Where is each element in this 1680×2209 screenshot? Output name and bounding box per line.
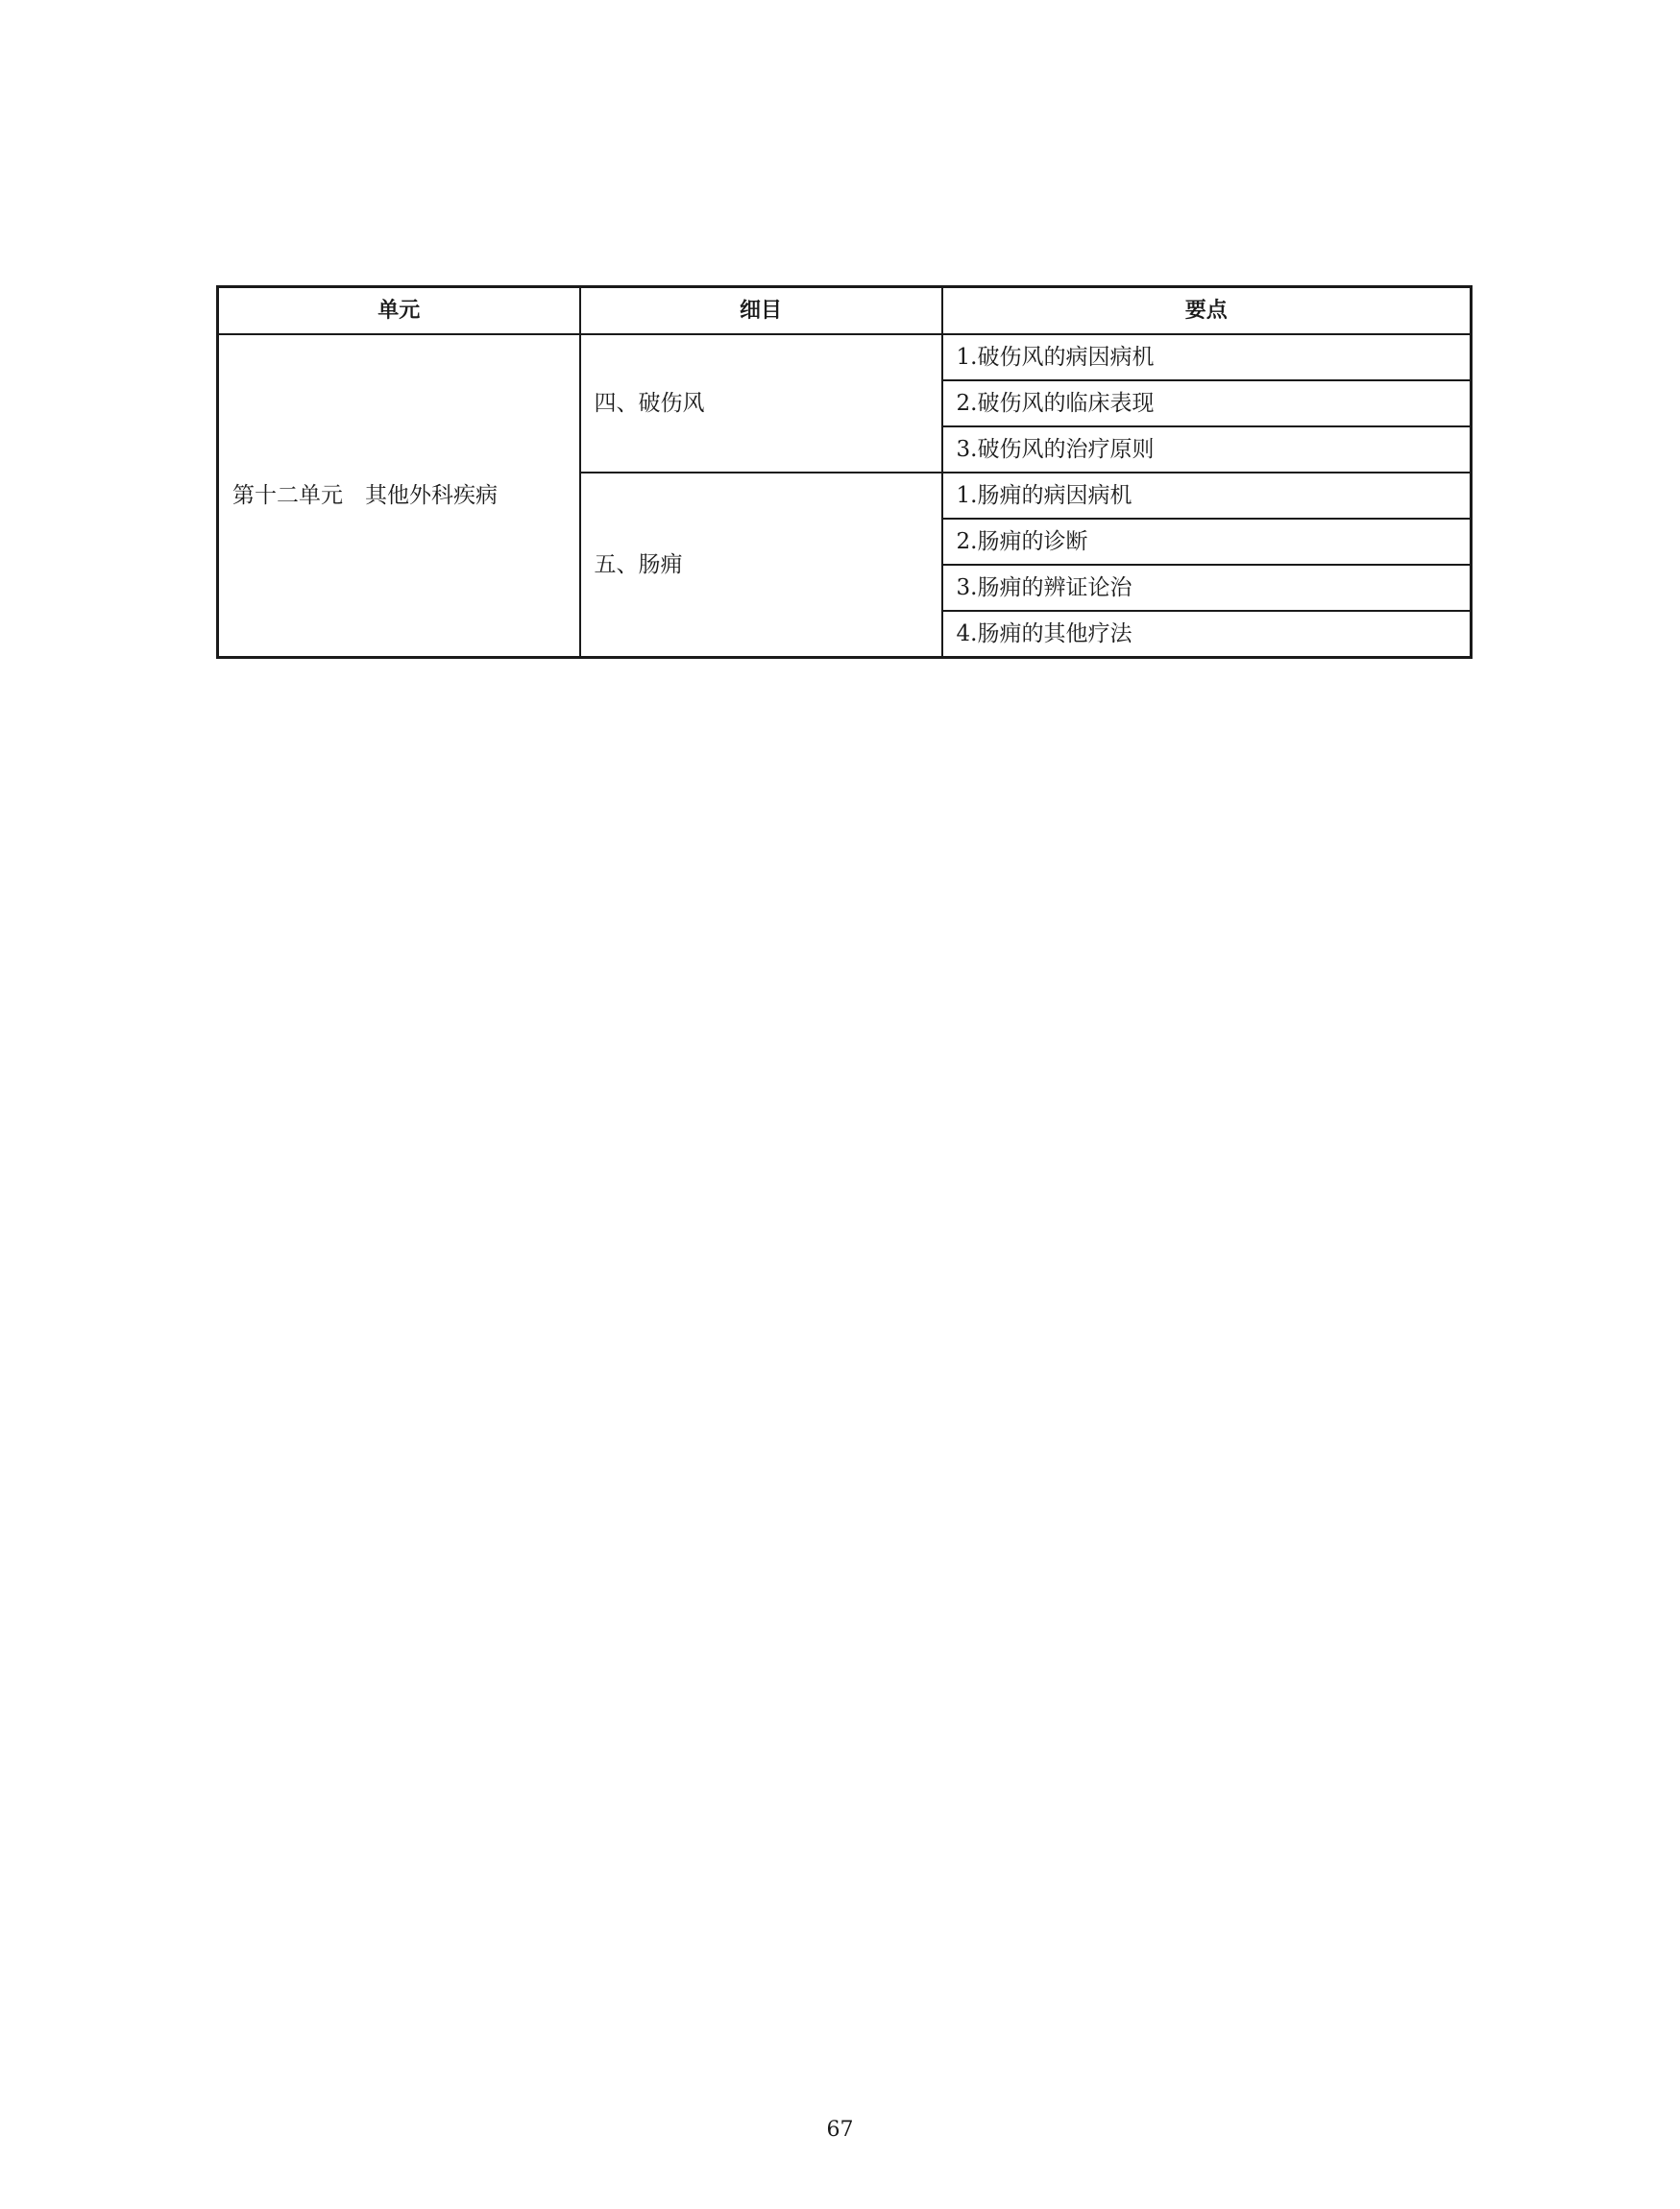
point-cell: 2.破伤风的临床表现 [942,380,1472,426]
header-unit: 单元 [218,287,580,335]
point-cell: 3.破伤风的治疗原则 [942,426,1472,473]
item-cell: 四、破伤风 [580,334,942,473]
header-item: 细目 [580,287,942,335]
page-number: 67 [826,2118,854,2142]
table-header-row [218,287,1472,335]
point-cell: 4.肠痈的其他疗法 [942,611,1472,658]
table-row [218,334,1472,380]
point-cell: 3.肠痈的辨证论治 [942,565,1472,611]
header-points: 要点 [942,287,1472,335]
point-cell: 1.破伤风的病因病机 [942,334,1472,380]
point-cell: 1.肠痈的病因病机 [942,473,1472,519]
point-cell: 2.肠痈的诊断 [942,519,1472,565]
syllabus-table [216,285,1473,659]
unit-cell: 第十二单元 其他外科疾病 [218,334,580,658]
item-cell: 五、肠痈 [580,473,942,658]
